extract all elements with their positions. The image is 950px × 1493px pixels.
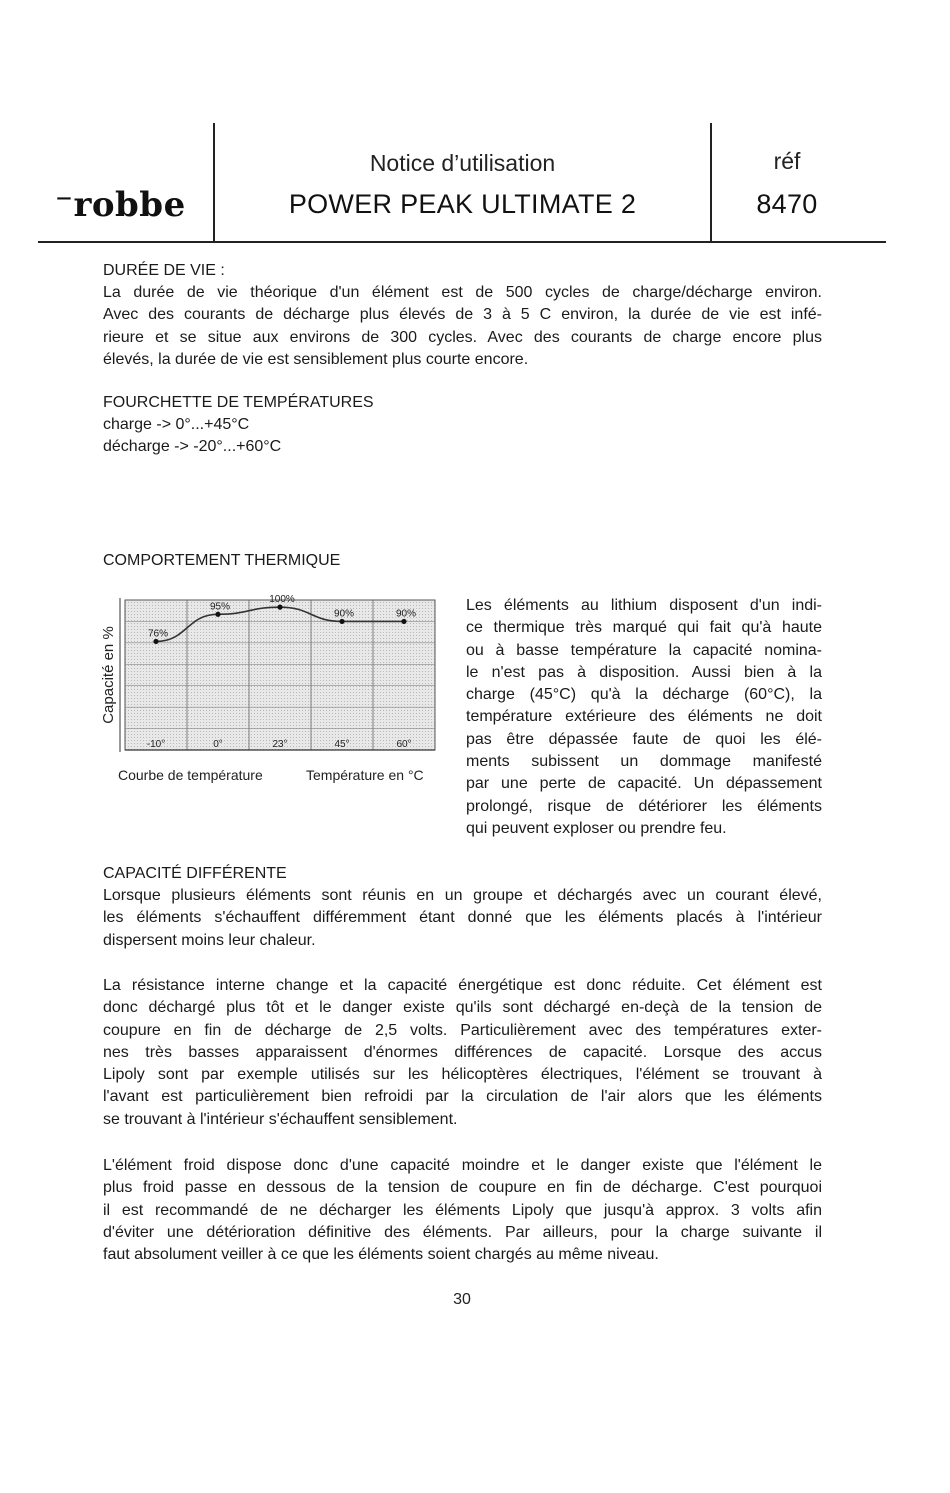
chart-caption-right: Température en °C (306, 767, 424, 783)
text-line: les éléments s'échauffent différemment étant donné que les éléments placés à l'intérieur (103, 909, 822, 927)
ref-label: réf (773, 148, 801, 174)
text-line: température extérieure des éléments ne doit (466, 708, 822, 726)
text-line: Les éléments au lithium disposent d'un indi- (466, 597, 822, 614)
text-line: La résistance interne change et la capacité énergétique est donc réduite. Cet élément est (103, 977, 822, 994)
text-line: Lorsque plusieurs éléments sont réunis en un groupe et déchargés avec un courant élevé, (103, 887, 822, 904)
plot-area (125, 600, 435, 750)
product-title: POWER PEAK ULTIMATE 2 (288, 189, 637, 219)
data-point (277, 605, 282, 610)
section-title-fourchette: FOURCHETTE DE TEMPÉRATURES (103, 394, 374, 411)
data-label: 90% (333, 608, 355, 620)
y-axis-label: Capacité en % (100, 626, 117, 724)
paragraph-capacite-2 (103, 975, 822, 1131)
paragraph-capacite-3 (103, 1155, 822, 1266)
text-line: Avec des courants de décharge plus élevés de 3 à 5 C environ, la durée de vie est infé- (103, 306, 822, 324)
x-tick-label: 0° (213, 739, 223, 750)
text-line: faut absolument veiller à ce que les éléments soient chargés au même niveau. (103, 1246, 659, 1264)
header-divider-left (213, 123, 215, 242)
text-line: d'éviter une détérioration définitive des éléments. Par ailleurs, pour la charge suivante il (103, 1223, 822, 1241)
paragraph-thermique (466, 595, 822, 840)
data-label: 100% (269, 594, 295, 606)
paragraph-capacite-1 (103, 885, 822, 952)
text-line: le n'est pas à disposition. Aussi bien à la (466, 663, 822, 681)
header-divider-right (710, 123, 712, 242)
section-title-thermique: COMPORTEMENT THERMIQUE (103, 552, 341, 569)
text-line: ou à basse température la capacité nomina- (466, 641, 822, 659)
text-line: prolongé, risque de détériorer les éléments (466, 797, 822, 815)
text-line: L'élément froid dispose donc d'une capacité moindre et le danger existe que l'élément le (103, 1157, 822, 1174)
text-line: charge -> 0°...+45°C (103, 416, 250, 433)
page-number: 30 (453, 1291, 471, 1308)
temperature-chart (95, 590, 450, 780)
chart-caption-left: Courbe de température (118, 767, 263, 783)
text-line: qui peuvent exploser ou prendre feu. (466, 819, 727, 837)
section-title-duree: DURÉE DE VIE : (103, 262, 225, 279)
brand-logo: ⁻robbe (55, 185, 186, 225)
data-point (215, 612, 220, 617)
header-rule (38, 241, 886, 243)
text-line: pas être dépassée faute de quoi les élé- (466, 730, 822, 748)
text-line: Lipoly sont par exemple utilisés sur les hélicoptères électriques, l'élément se trouvant à (103, 1066, 822, 1084)
text-line: élevés, la durée de vie est sensiblement plus courte encore. (103, 350, 529, 368)
doc-type: Notice d’utilisation (369, 150, 556, 176)
section-title-capacite: CAPACITÉ DIFFÉRENTE (103, 865, 287, 882)
text-line: par une perte de capacité. Un dépassement (466, 775, 822, 793)
x-tick-label: 60° (396, 739, 412, 750)
x-tick-label: 45° (334, 739, 350, 750)
text-line: nes très basses apparaissent d'énormes différences de capacité. Lorsque des accus (103, 1043, 822, 1061)
paragraph-fourchette (103, 414, 503, 459)
data-point (153, 639, 158, 644)
x-tick-label: -10° (146, 739, 166, 750)
text-line: charge (45°C) qu'à la décharge (60°C), la (466, 686, 822, 704)
data-label: 90% (395, 608, 417, 620)
text-line: coupure en fin de décharge de 2,5 volts. Particulièrement avec des températures exter- (103, 1021, 822, 1039)
text-line: il est recommandé de ne décharger les éléments Lipoly que jusqu'à approx. 3 volts afin (103, 1201, 822, 1219)
text-line: dispersent moins leur chaleur. (103, 931, 316, 949)
data-label: 76% (147, 628, 169, 640)
text-line: rieure et se situe aux environs de 300 cycles. Avec des courants de charge encore plus (103, 328, 822, 346)
data-point (339, 619, 344, 624)
text-line: donc déchargé plus tôt et le danger existe qu'ils sont déchargé en-deçà de la tension de (103, 999, 822, 1017)
data-point (401, 619, 406, 624)
text-line: ce thermique très marqué qui fait qu'à haute (466, 619, 822, 637)
text-line: se trouvant à l'intérieur s'échauffent sensiblement. (103, 1110, 458, 1128)
text-line: La durée de vie théorique d'un élément est de 500 cycles de charge/décharge environ. (103, 284, 822, 301)
x-tick-label: 23° (272, 739, 288, 750)
ref-number: 8470 (756, 189, 818, 219)
text-line: plus froid passe en dessous de la tension de coupure en fin de décharge. C'est pourquoi (103, 1179, 822, 1197)
paragraph-duree (103, 282, 822, 371)
text-line: décharge -> -20°...+60°C (103, 438, 282, 456)
text-line: l'avant est particulièrement bien refroidi par la circulation de l'air alors que les éléments (103, 1088, 822, 1106)
text-line: ments subissent un dommage manifesté (466, 753, 822, 771)
data-label: 95% (209, 601, 231, 613)
